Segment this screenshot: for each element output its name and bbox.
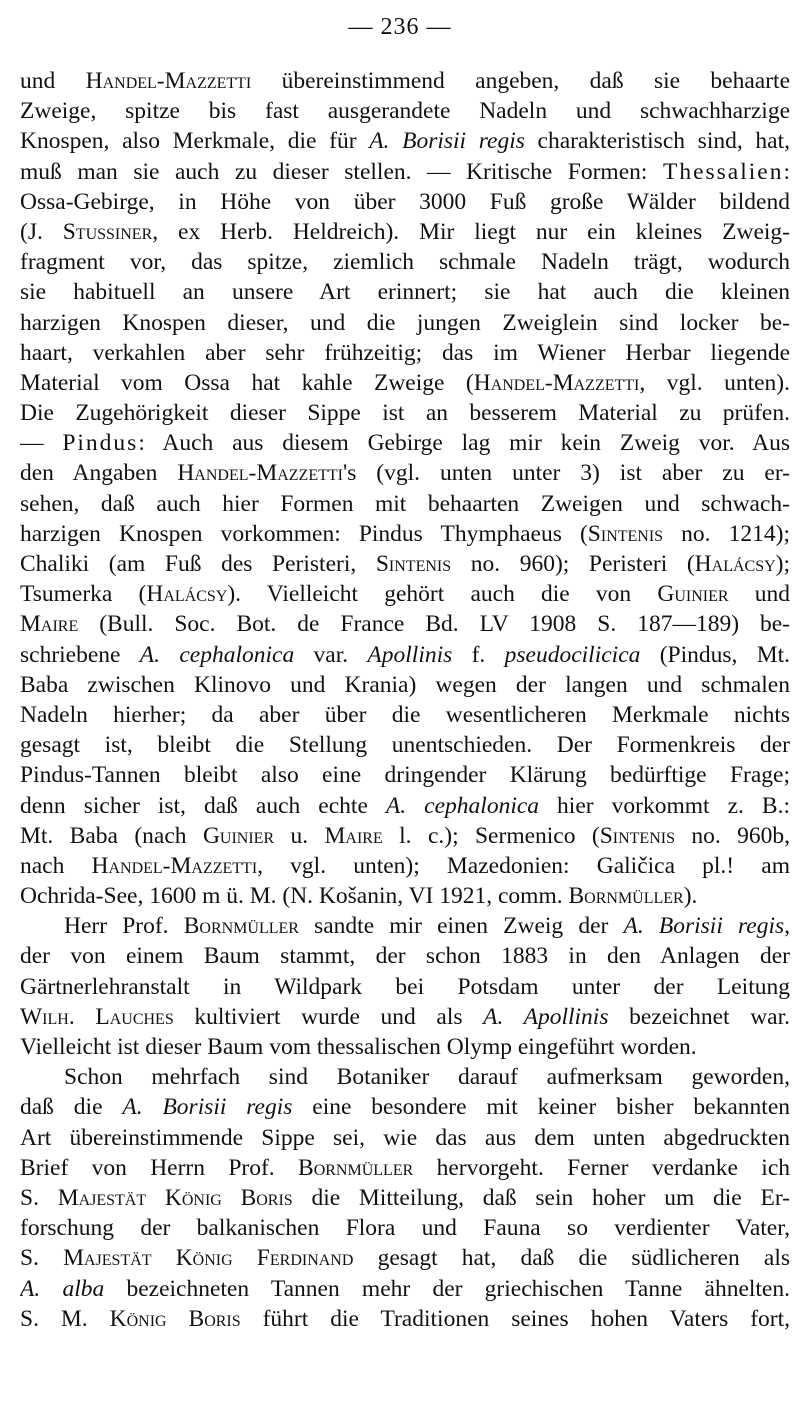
text-segment: muß man sie auch zu dieser stellen. — Kritische Formen:: [20, 158, 663, 185]
text-line: [20, 338, 790, 368]
text-segment: Stussiner: [62, 218, 153, 245]
text-segment: : Auch aus diesem Gebirge lag mir kein Zweig vor. Aus: [138, 430, 790, 457]
text-segment: hervorgeht. Ferner verdanke ich: [413, 1154, 790, 1181]
text-line: [20, 851, 790, 881]
text-segment: no. 960b,: [674, 822, 790, 849]
text-segment: Thessalien: [662, 158, 784, 185]
text-segment: Handel-Mazzetti: [91, 852, 258, 879]
text-line: [20, 1002, 790, 1032]
text-segment: Wilh. Lauches: [20, 1003, 174, 1030]
text-line: [20, 458, 790, 488]
text-segment: nach: [20, 852, 92, 879]
text-segment: und: [20, 68, 86, 94]
text-segment: Sintenis: [375, 551, 452, 577]
text-line: [20, 1243, 790, 1273]
text-line: [20, 670, 790, 700]
text-line: [20, 700, 790, 730]
text-segment: pseudocilicica: [504, 641, 641, 668]
text-segment: S. M.: [20, 1305, 110, 1332]
text-segment: S.: [20, 1184, 58, 1211]
text-segment: Bornmüller: [298, 1154, 414, 1181]
text-segment: Ochrida-See, 1600 m ü. M. (N. Košanin, VI 1921, comm.: [20, 883, 569, 910]
text-segment: Material vom Ossa hat kahle Zweige (: [20, 369, 474, 396]
text-line: [20, 609, 790, 639]
text-segment: A. Borisii regis: [369, 128, 525, 155]
text-segment: Halácsy: [694, 551, 776, 577]
text-segment: harzigen Knospen dieser, und die jungen Zweiglein sind locker be-: [20, 309, 790, 336]
text-segment: Majestät König Ferdinand: [63, 1245, 354, 1272]
text-segment: kultiviert wurde und als: [173, 1003, 484, 1030]
text-line: [20, 66, 790, 96]
text-segment: bezeichneten Tannen mehr der griechischen Tanne ähnelten.: [104, 1275, 790, 1302]
text-line: [20, 308, 790, 338]
text-segment: 's (vgl. unten unter 3) ist aber zu er-: [342, 460, 790, 487]
text-segment: hier vorkommt z. B.:: [539, 792, 790, 819]
text-segment: u.: [274, 822, 325, 849]
text-segment: übereinstimmend angeben, daß sie behaarte: [251, 68, 790, 94]
text-segment: sie habituell an unsere Art erinnert; sie hat auch die kleinen: [20, 279, 790, 306]
text-segment: den Angaben: [20, 460, 178, 487]
text-line: [20, 1092, 790, 1122]
text-segment: harzigen Knospen vorkommen: Pindus Thymphaeus (: [20, 520, 588, 547]
text-segment: Schon mehrfach sind Botaniker darauf aufmerksam geworden,: [64, 1064, 790, 1091]
text-segment: Die Zugehörigkeit dieser Sippe ist an besserem Material zu prüfen.: [20, 400, 790, 427]
text-line: [20, 187, 790, 217]
text-line: [20, 730, 790, 760]
text-segment: Nadeln hierher; da aber über die wesentlicheren Merkmale nichts: [20, 701, 790, 728]
text-line: [20, 1183, 790, 1213]
text-segment: führt die Traditionen seines hohen Vaters fort,: [240, 1305, 790, 1332]
text-line: [20, 1123, 790, 1153]
text-segment: Pindus-Tannen bleibt also eine dringender Klärung bedürftige Frage;: [20, 762, 790, 789]
text-segment: die Mitteilung, daß sein hoher um die Er-: [292, 1184, 790, 1211]
text-line: [20, 126, 790, 156]
text-segment: Halácsy: [146, 581, 228, 608]
page-number: — 236 —: [348, 14, 452, 40]
text-segment: Art übereinstimmende Sippe sei, wie das aus dem unten abgedruckten: [20, 1124, 790, 1151]
text-line: [20, 277, 790, 307]
body-text: [20, 66, 790, 1334]
text-segment: S.: [20, 1245, 64, 1272]
text-segment: Zweige, spitze bis fast ausgerandete Nadeln und schwachharzige: [20, 98, 790, 125]
text-segment: no. 960); Peristeri (: [451, 551, 695, 577]
text-segment: (J.: [20, 218, 63, 245]
text-segment: sandte mir einen Zweig der: [298, 913, 624, 940]
text-segment: charakteristisch sind, hat,: [524, 128, 790, 155]
text-line: [20, 549, 790, 579]
text-segment: fragment vor, das spitze, ziemlich schmale Nadeln trägt, wodurch: [20, 249, 790, 276]
text-segment: Mt. Baba (nach: [20, 822, 203, 849]
text-line: [20, 1274, 790, 1304]
text-segment: :: [783, 158, 790, 185]
text-segment: (Pindus, Mt.: [640, 641, 790, 668]
text-line: [20, 760, 790, 790]
text-line: [20, 1153, 790, 1183]
text-segment: Baba zwischen Klinovo und Krania) wegen der langen und schmalen: [20, 671, 790, 698]
text-segment: haart, verkahlen aber sehr frühzeitig; das im Wiener Herbar liegende: [20, 339, 790, 366]
text-segment: schriebene: [20, 641, 140, 668]
text-segment: Bornmüller: [568, 883, 684, 910]
text-line: [20, 489, 790, 519]
text-line: [20, 1062, 790, 1092]
text-line: [20, 640, 790, 670]
text-segment: Guinier: [657, 581, 729, 608]
text-segment: , vgl. unten); Mazedonien: Galičica pl.! am: [257, 852, 790, 879]
text-segment: Sintenis: [599, 822, 675, 849]
text-line: [20, 1213, 790, 1243]
text-segment: Brief von Herrn Prof.: [20, 1154, 299, 1181]
text-segment: denn sicher ist, daß auch echte: [20, 792, 386, 819]
text-segment: ,: [784, 913, 790, 940]
text-segment: A. cephalonica: [139, 641, 295, 668]
text-segment: );: [775, 551, 790, 577]
text-segment: Chaliki (am Fuß des Peristeri,: [20, 551, 376, 577]
text-segment: f.: [452, 641, 505, 668]
text-line: [20, 398, 790, 428]
text-segment: , vgl. unten).: [639, 369, 790, 396]
text-line: [20, 96, 790, 126]
text-segment: forschung der balkanischen Flora und Fauna so verdienter Vater,: [20, 1215, 790, 1242]
text-segment: Maire: [324, 822, 383, 849]
text-segment: Majestät König Boris: [57, 1184, 293, 1211]
text-segment: Apollinis: [367, 641, 453, 668]
text-segment: eine besondere mit keiner bisher bekannten: [292, 1094, 790, 1121]
text-segment: no. 1214);: [663, 520, 790, 547]
text-segment: König Boris: [109, 1305, 241, 1332]
text-line: [20, 217, 790, 247]
text-segment: Herr Prof.: [64, 913, 184, 940]
text-segment: Handel-Mazzetti: [85, 68, 252, 94]
text-segment: ). Vielleicht gehört auch die von: [227, 581, 658, 608]
text-line: [20, 911, 790, 941]
text-segment: A. cephalonica: [385, 792, 540, 819]
text-segment: var.: [294, 641, 368, 668]
text-line: [20, 428, 790, 458]
text-line: [20, 519, 790, 549]
text-segment: daß die: [20, 1094, 123, 1121]
text-line: [20, 791, 790, 821]
text-segment: Pindus: [62, 430, 139, 457]
text-segment: Sintenis: [587, 520, 664, 547]
text-segment: Bornmüller: [183, 913, 299, 940]
text-segment: Tsumerka (: [20, 581, 147, 608]
text-segment: Knospen, also Merkmale, die für: [20, 128, 370, 155]
text-segment: Maire: [20, 611, 79, 638]
text-segment: der von einem Baum stammt, der schon 1883 in den Anlagen der: [20, 943, 790, 970]
text-line: [20, 941, 790, 971]
text-segment: Ossa-Gebirge, in Höhe von über 3000 Fuß große Wälder bildend: [20, 188, 790, 215]
text-segment: A. alba: [20, 1275, 105, 1302]
text-segment: A. Apollinis: [483, 1003, 609, 1030]
text-segment: Vielleicht ist dieser Baum vom thessalischen Olymp eingeführt worden.: [20, 1034, 697, 1060]
text-line: [20, 821, 790, 851]
text-line: [20, 157, 790, 187]
text-segment: Gärtnerlehranstalt in Wildpark bei Potsdam unter der Leitung: [20, 973, 790, 1000]
text-segment: A. Borisii regis: [122, 1094, 293, 1121]
text-segment: bezeichnet war.: [608, 1003, 790, 1030]
text-line: [20, 247, 790, 277]
text-segment: ).: [683, 883, 698, 910]
text-segment: Handel-Mazzetti: [177, 460, 343, 487]
text-line: [20, 1304, 790, 1334]
text-segment: —: [20, 430, 63, 457]
text-line: [20, 579, 790, 609]
text-segment: gesagt ist, bleibt die Stellung unentschieden. Der Formenkreis der: [20, 732, 790, 759]
text-segment: l. c.); Sermenico (: [382, 822, 600, 849]
text-segment: , ex Herb. Heldreich). Mir liegt nur ein kleines Zweig-: [152, 218, 790, 245]
text-line: [20, 1032, 790, 1062]
text-line: [20, 881, 790, 911]
text-segment: A. Borisii regis: [623, 913, 785, 940]
text-segment: (Bull. Soc. Bot. de France Bd. LV 1908 S. 187—189) be-: [78, 611, 790, 638]
text-segment: Guinier: [202, 822, 275, 849]
text-segment: gesagt hat, daß die südlicheren als: [353, 1245, 790, 1272]
text-line: [20, 368, 790, 398]
text-segment: und: [728, 581, 790, 608]
text-segment: sehen, daß auch hier Formen mit behaarten Zweigen und schwach-: [20, 490, 790, 517]
text-line: [20, 972, 790, 1002]
text-segment: Handel-Mazzetti: [473, 369, 640, 396]
